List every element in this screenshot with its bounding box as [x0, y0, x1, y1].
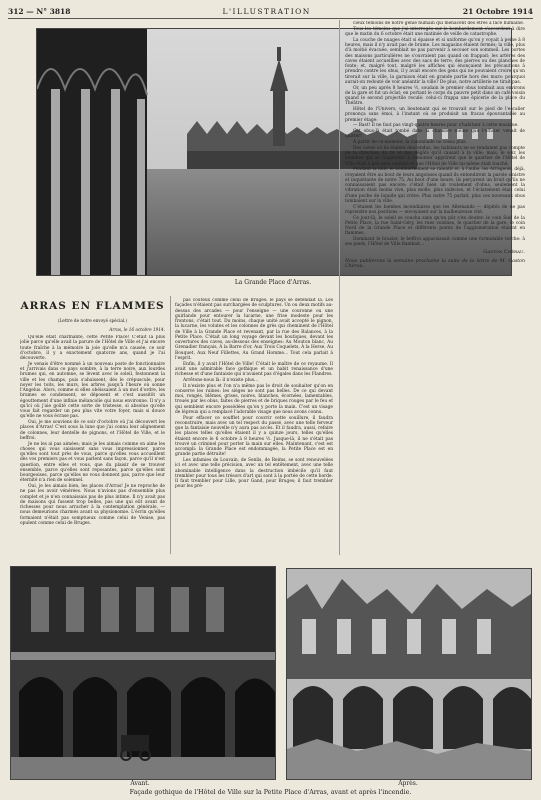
article-column-3 — [345, 21, 525, 555]
article-subtitle: (Lettre de notre envoyé spécial.) — [57, 318, 128, 323]
before-label: Avant. — [130, 780, 150, 787]
article-title: ARRAS EN FLAMMES — [20, 300, 165, 312]
article-heading — [20, 300, 165, 332]
paragraph: Qu'elle était charmante, cette Petite Place! C'était la plus jolie parce qu'elle avait la parure de l'Hôtel de Ville et j'ai encore toute fraîche à la mémoire la joie qu'elle m'a causée, ce soir d'octobre, il y a exactement quatorze ans, quand je l'ai découverte. — [20, 335, 165, 361]
paragraph: Des caves où ils étaient descendus, les habitants ne se rendaient pas compte de la direction du tir et des dégâts qu'il causait à la ville; mais, le soir, les hommes qui se risquèrent à remonter apprirent que le quartier de l'Hôtel de Ville était à peu près anéanti et que l'Hôtel de Ville lui-même était touché. — [345, 145, 525, 167]
paragraph: Pendant la nuit, le bombardement se ralentit et, à l'aube, les Arrageois, déjà, croyaient être au bout de leurs angoisses quand ils entendirent la parole sinistre et inquiétante de notre 75. Au bout d'une heure, ils perçurent un bruit qu'ils ne connaissaient pas encore: c'était bien un roulement d'obus, seulement la vibration était moins vive, plus molle, plus indécise, et l'éclatement était celui d'une poche de liquide qui crève. Plus notre 75 parlait, plus ces nouveaux obus tombaient sur la ville. — [345, 167, 525, 204]
facade-before-illustration — [11, 567, 275, 779]
paragraph: Je venais d'être nommé à un nouveau poste de fonctionnaire et j'arrivais dans ce pays sombre, à la terre noire, aux lourdes brumes qui, en automne, se lèvent avec le soleil, festonnent la ville et les champs, puis s'abaissent, dès le crépuscule, pour noyer les toits, les murs, les arbres jusqu'à l'heure où sonne l'Angelus. Alors, comme si elles obéissaient à un mot d'ordre, les brumes se condensent, se déposent et c'est aussitôt un égouttement d'une infinie mélancolie qui nous environne. Il n'y a qu'ici où j'aie goûté cette sorte de tristesse, si absolue qu'elle vous fait regarder un peu plus vite votre foyer, mais si douce qu'elle ne vous écrase pas. — [20, 361, 165, 420]
paragraph: Ce jour-là, le soleil se coucha sans qu'on pût s'en douter: le coin Sud de la Petite Place, la rue Saint-Géry, les rues voisines, le quartier de la gare, le coin Nord de la Grande Place et différents points de l'agglomération étaient en flammes. — [345, 215, 525, 237]
article-column-2 — [175, 298, 333, 555]
paragraph: Dominant le brasier, le beffroi apparaissait comme une formidable torche: à ses pieds, l'Hôtel de Ville flambait... — [345, 237, 525, 248]
page-number: 312 — N° 3818 — [8, 6, 71, 16]
paragraph: — Bast! Il ne faut pas vingt-quatre heures pour s'habituer à cette musique. — [353, 123, 519, 129]
header-rule — [8, 18, 533, 19]
top-photo-caption: La Grande Place d'Arras. — [234, 279, 312, 286]
paragraph: Je ne les ai pas aimées; mais je les aimais comme on aime les choses qui vous saisissent sans vous impressionner, parce qu'elles sont tout près de vous, parce qu'elles vous accueillent dès vos premiers pas et vous parlent sans façon, parce qu'il n'est question, entre elles et vous, que du plaisir de se trouver ensemble, parce qu'elles sont reposantes, parce qu'elles sont bourgeoises, parce qu'elles ne vous donnent pas, parce que leur éternité n'a rien de solennel. — [20, 441, 165, 484]
paragraph: Enfin, il y avait l'Hôtel de Ville! C'était le maître de ce royaume. Il avait une admirable face gothique et un habit renaissance d'une richesse et d'une fantaisie qui n'avaient pas d'égales dans les Flandres. — [175, 361, 333, 377]
editor-note: Nous publierons la semaine prochaine la suite de la lettre de M. Gaston Chérau. — [345, 258, 525, 269]
paragraph: La couche de nuages était si épaisse et si uniforme qu'on y voyait à peine à 8 heures, mais il n'y avait pas de brume. Les magasins étaient fermés; la ville, plus d'à moitié évacuée, semblait ne pas parvenir à secouer son sommeil. Les portes des maisons particulières ne s'ouvraient pas quand on frappait; les artères des caves étaient accueillies avec des sacs de terre, des pierres ou des planches de fonte; et, malgré tout, malgré les affiches qui énonçaient les précautions à prendre contre les obus, il y avait encore des gens qui ne pouvaient croire qu'on tirerait sur la ville, la garnison était en grande partie hors des murs: pourquoi aurait-on redouté de voir anéantir la ville? De plus, notre artillerie ne tirait pas. — [345, 37, 525, 85]
journal-name: L'ILLUSTRATION — [222, 6, 311, 16]
paragraph: Or, un peu après 8 heures ½, soudain le premier obus tombait aux environs de la gare et fut un éclat; en portant le corps du pauvre petit dans un café voisin quand le second projectile reculé: celui-ci frappa une épicerie de la place du Théâtre. — [345, 85, 525, 107]
paragraph: Tous les témoins que j'ai interrogés sur le bombardement s'accordent à dire que le matin du 6 octobre était une matinée de veille de catastrophe. — [345, 26, 525, 37]
article-column-1 — [20, 335, 165, 555]
paragraph: Les infamies de Louvain, de Senlis, de Reims, se sont renouvelées ici et avec une telle précision, avec un tel entêtement, avec une telle abominable intelligence dans la destruction imbécile qu'il faut trembler pour tous les trésors d'art qui sont à la portée de cette horde. Il faut trembler pour Lille, pour Gand, pour Bruges; il faut trembler pour les pré- — [175, 458, 333, 490]
paragraph: Il n'existe plus et l'on n'a même pas le droit de souhaiter qu'on en conserve les ruines: les sièges ne sont pas belles. De ce qui devant moi, rongés, blêmes, grises, noires, blanches, écornées, lamentables, troués par les obus, faites de pierres et de briques rouges par le feu et qui semblent encore possédées qu'on y porte la main. C'est un visage de lépreux qui a remplacé l'adorable visage que nous avons connu. — [175, 383, 333, 415]
issue-date: 21 Octobre 1914 — [462, 6, 533, 16]
hotel-de-ville-after-photo — [286, 568, 532, 780]
paragraph: pas coûteux comme celui de Bruges: le pays se défendait là. Les façades n'étaient pas surchargées de sculptures. Un ou deux motifs au-dessus des arcades — pour l'enseigne — une couronne ou une guirlande pour entourer la lucarne, une frise modeste pour les frontons, c'était tout. Du moins, chaque unité avait accepté le pignon, la lucarne, les volutes et les colonnes de grès qui cheminent de l'Hôtel de Ville à la Grande Place et revenant, par la rue des Balances, à la Petite Place. C'était un long voyage devant les boutiques, devant les ouvertures des caves, au-dessous des enseignes: Au Mouton blanc, Au Grenadier français, À la Barre d'or, Aux Trois Coquelets, À la Herse, Au Bouquet, Aux Neuf Fillettes, Au Grand Homme... Tout cela parlait à l'esprit. — [175, 298, 333, 361]
paragraph: cieux témoins de notre génie humain qui menacent des êtres à face humaine. — [353, 21, 525, 26]
bottom-photos-caption: Façade gothique de l'Hôtel de Ville sur la Petite Place d'Arras, avant et après l'incendie. — [129, 789, 412, 796]
paragraph: Oui, je les aimais bien, les places d'Arras! Je ne reproche de ne pas les avoir vénérées. Nous n'avions pas d'ensemble plus complet et je n'en connaissais pas de plus intime. Il n'y avait pas de maisons qui fussent trop belles, pas une qui eût avant de richesses pour nous arracher à la contemplation générale, — nous demeurions charmés avant sa physionomie. L'écrin qu'elles formaient n'était pas somptueux comme celui de Venise, pas opulent comme celui de Bruges. — [20, 484, 165, 526]
hotel-de-ville-before-photo — [10, 566, 276, 780]
paragraph: Hôtel de l'Univers, un lieutenant qui se trouvait sur le pied de l'escalier prononça sans émoi, à l'instant où se produisit un fracas épouvantable au premier étage: — [345, 107, 525, 123]
author-signature: Gaston Chérau. — [483, 248, 525, 255]
paragraph: Arrêtons-nous là: il n'existe plus... — [183, 377, 259, 383]
paragraph: C'étaient les bombes incendiaires que les Allemands — dépités de ne pas reprendre nos positions — envoyaient sur la malheureuse cité. — [345, 204, 525, 215]
facade-after-illustration — [287, 569, 531, 779]
column-divider — [339, 20, 340, 555]
column-divider — [170, 296, 171, 554]
paragraph: À partir de ce moment, la canonnade ne cessa plus. — [353, 140, 467, 145]
paragraph: Oui, je me souviens de ce soir d'octobre où j'ai découvert les places d'Arras! C'est sous la lune que j'ai connu leur alignement de colonnes, leur dentelle de pignons, et l'Hôtel de Ville, et le beffroi. — [20, 420, 165, 441]
paragraph: Pour effacer ce soufflet pour couvrir cette souillure, il faudra reconstruire, mais avec un tel respect du passé, avec une telle ferveur que la fantaisie nouvelle n'y aura pas accès. Et il faudra, aussi, refaire les places telles qu'elles étaient il y a quinze jours, telles qu'elles étaient encore le 6 octobre à 8 heures ½. Jusque-là, il ne s'était pas trouvé un criminel pour porter la main sur elles. Maintenant, c'est est accompli: la Grande Place est endommagée, la Petite Place est en grande partie détruite! — [175, 415, 333, 458]
page-header — [8, 4, 533, 18]
article-dateline: Arras, le 16 octobre 1914. — [109, 327, 165, 332]
paragraph: Cet obus-là était tombé dans la chambre même que l'officier venait de quitter! — [345, 129, 525, 140]
after-label: Après. — [398, 780, 418, 787]
